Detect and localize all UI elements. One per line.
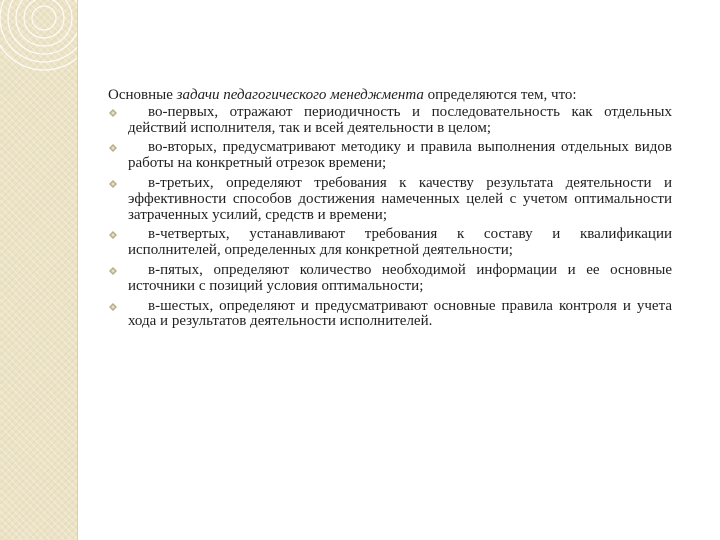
intro-paragraph [108, 88, 672, 104]
list-item-text: в-третьих, определяют требования к качеству результата деятельности и эффективности способов достижения намеченных целей с учетом оптимальности затраченных усилий, средств и времени; [128, 174, 672, 223]
list-item [108, 227, 672, 259]
intro-start: Основные [108, 87, 177, 103]
diamond-bullet-icon [109, 231, 117, 239]
tasks-list [108, 105, 672, 330]
list-item-text: в-четвертых, устанавливают требования к составу и квалификации исполнителей, определенных для конкретной деятельности; [128, 226, 672, 259]
list-item [108, 176, 672, 223]
diamond-bullet-icon [109, 109, 117, 117]
diamond-bullet-icon [109, 180, 117, 188]
list-item [108, 105, 672, 137]
list-item-text: в-шестых, определяют и предусматривают основные правила контроля и учета хода и результатов деятельности исполнителей. [128, 297, 672, 330]
concentric-rings-decor [0, 0, 78, 80]
diamond-bullet-icon [109, 144, 117, 152]
list-item-text: во-вторых, предусматривают методику и правила выполнения отдельных видов работы на конкретный отрезок времени; [128, 139, 672, 172]
intro-end: определяются тем, что: [423, 87, 577, 103]
diamond-bullet-icon [109, 267, 117, 275]
list-item [108, 299, 672, 331]
intro-emphasis: задачи педагогического менеджмента [176, 87, 424, 103]
decorative-side-panel [0, 0, 78, 540]
diamond-bullet-icon [109, 303, 117, 311]
list-item [108, 140, 672, 172]
list-item-text: в-пятых, определяют количество необходимой информации и ее основные источники с позиций условия оптимальности; [128, 261, 672, 294]
list-item [108, 263, 672, 295]
list-item-text: во-первых, отражают периодичность и последовательность как отдельных действий исполнителя, так и всей деятельности в целом; [128, 103, 672, 136]
slide-body [108, 88, 672, 334]
